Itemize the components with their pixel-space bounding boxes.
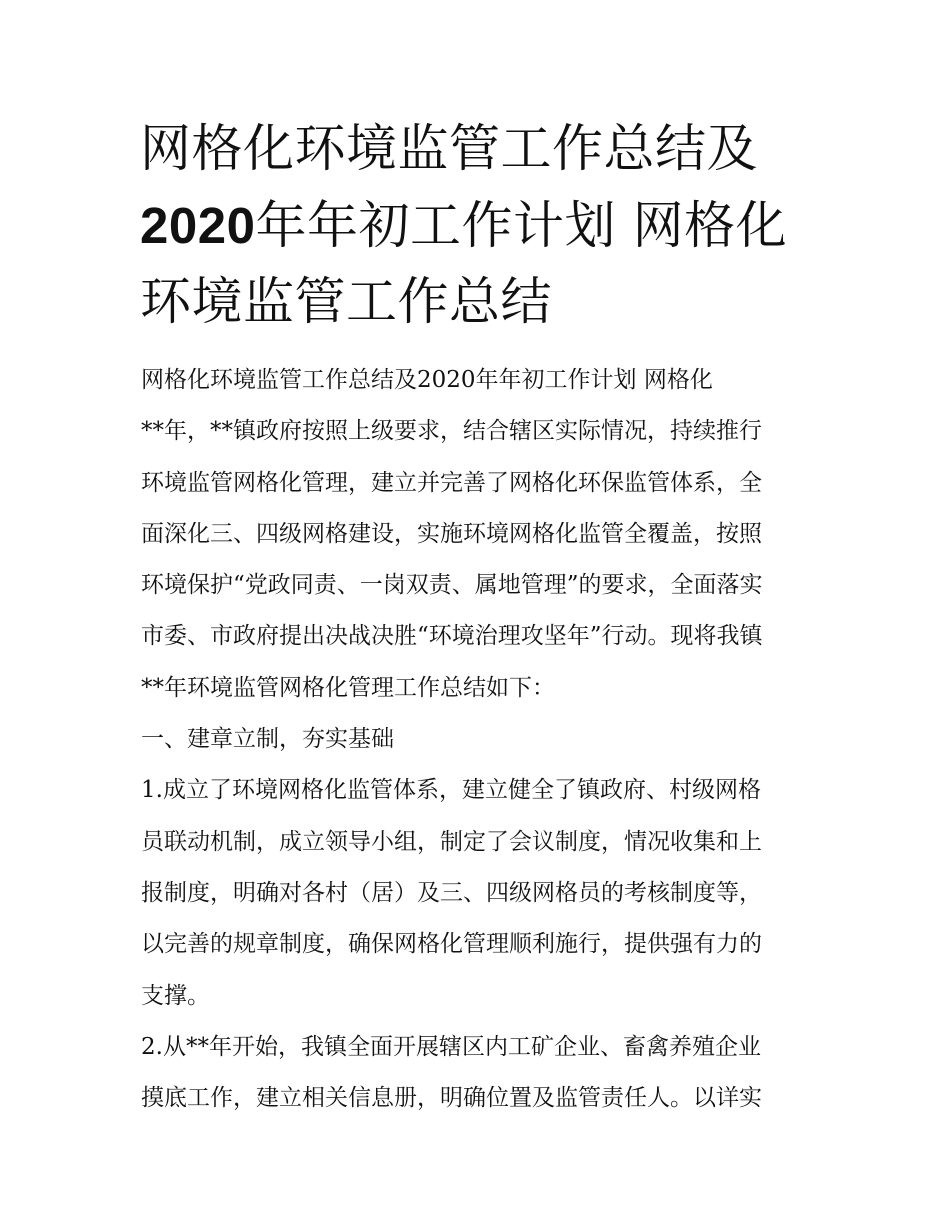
body-line: 支撑。 (141, 982, 210, 1009)
body-line: **年，**镇政府按照上级要求，结合辖区实际情况，持续推行 (141, 418, 762, 445)
title-year: 2020 (140, 197, 256, 254)
section-heading: 一、建章立制，夯实基础 (141, 726, 394, 753)
body-line: 市委、市政府提出决战决胜“环境治理攻坚年”行动。现将我镇 (141, 623, 763, 650)
title-line-3: 环境监管工作总结 (140, 273, 553, 332)
body-line: 以完善的规章制度，确保网格化管理顺利施行，提供强有力的 (141, 931, 762, 958)
body-line: 摸底工作，建立相关信息册，明确位置及监管责任人。以详实 (141, 1085, 762, 1112)
title-line-1: 网格化环境监管工作总结及 (140, 120, 759, 179)
document-body (141, 355, 821, 1124)
body-line: 1.成立了环境网格化监管体系，建立健全了镇政府、村级网格 (141, 777, 761, 804)
body-line: 环境保护“党政同责、一岗双责、属地管理”的要求，全面落实 (141, 572, 763, 599)
body-line: 面深化三、四级网格建设，实施环境网格化监管全覆盖，按照 (141, 520, 762, 547)
body-line: 2.从**年开始，我镇全面开展辖区内工矿企业、畜禽养殖企业 (141, 1033, 761, 1060)
title-line-2: 年年初工作计划 网格化 (255, 197, 788, 256)
body-line: 环境监管网格化管理，建立并完善了网格化环保监管体系，全 (141, 469, 762, 496)
document-title (140, 112, 820, 341)
body-line: 报制度，明确对各村（居）及三、四级网格员的考核制度等， (141, 879, 762, 906)
body-line: 员联动机制，成立领导小组，制定了会议制度，情况收集和上 (141, 828, 762, 855)
body-line: 网格化环境监管工作总结及2020年年初工作计划 网格化 (141, 367, 713, 393)
body-line: **年环境监管网格化管理工作总结如下： (141, 674, 555, 701)
